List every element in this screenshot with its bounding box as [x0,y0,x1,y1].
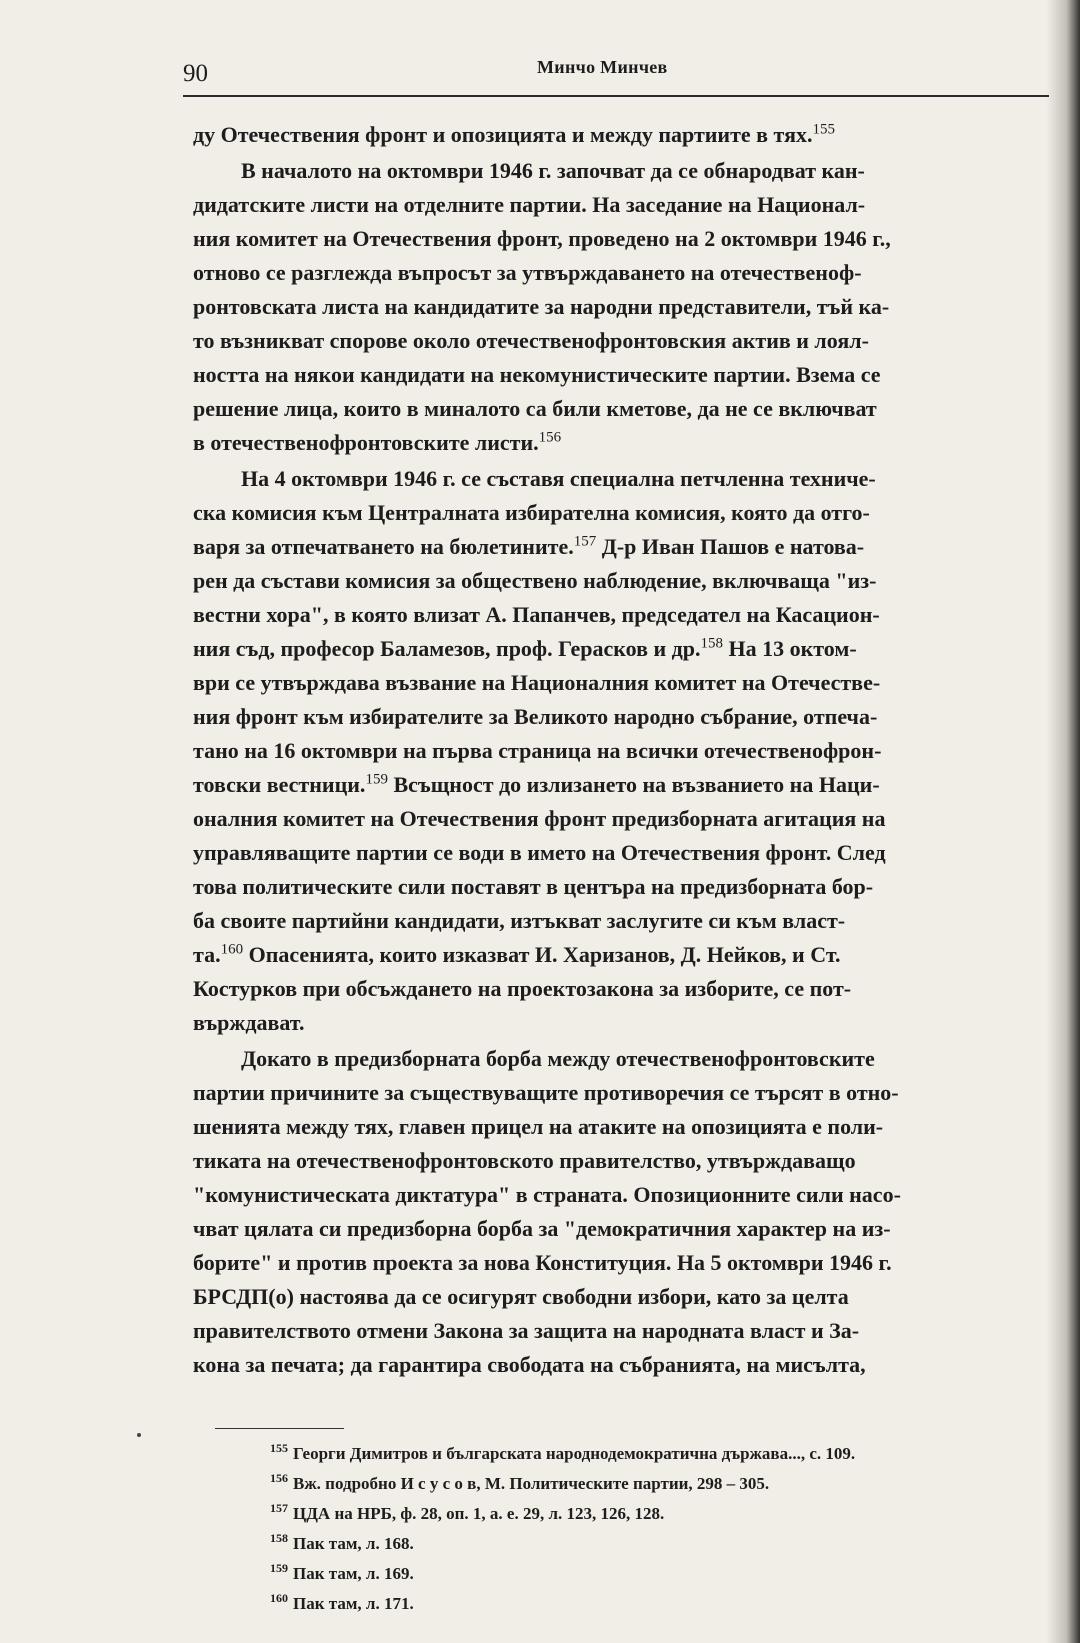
body-line [193,942,1053,968]
page-mark [137,1433,141,1437]
body-line-text: Костурков при обсъждането на проектозакона за изборите, се пот- [193,976,852,1001]
body-line-text: управляващите партии се води в името на Отечествения фронт. След [193,840,886,865]
footnote-number: 160 [270,1591,288,1606]
footnote-text: ЦДА на НРБ, ф. 28, оп. 1, а. е. 29, л. 123, 126, 128. [293,1504,665,1523]
body-line-text: в отечественофронтовските листи. [193,430,539,455]
body-line-text: ду Отечествения фронт и опозицията и между партиите в тях. [193,122,813,147]
body-line [193,1352,1053,1378]
body-line-text: товски вестници. [193,772,366,797]
body-line-text: ния съд, професор Баламезов, проф. Герасков и др. [193,636,701,661]
body-line [193,294,1053,320]
footnote-ref: 157 [573,533,597,550]
footnote-number: 156 [270,1471,288,1486]
binding-shadow [1046,0,1080,1643]
footnote-ref: 155 [812,121,835,138]
body-line-text: партии причините за съществуващите противоречия се търсят в отно- [193,1080,899,1105]
body-line [193,158,1053,184]
body-line [193,362,1053,388]
footnote-ref: 158 [700,635,723,652]
body-line-text: това политическите сили поставят в центъра на предизборната бор- [193,874,874,899]
body-line-text: борите" и против проекта за нова Конституция. На 5 октомври 1946 г. [193,1250,892,1275]
body-line [193,840,1053,866]
body-line [193,670,1053,696]
body-line [193,1010,1053,1036]
body-line-text: ния комитет на Отечествения фронт, проведено на 2 октомври 1946 г., [193,226,891,251]
body-line-text: ври се утвърждава възвание на Националния комитет на Отечестве- [193,670,881,695]
body-line-text: ността на някои кандидати на некомунистическите партии. Взема се [193,362,881,387]
body-line [193,1284,1053,1310]
body-line-text: върждават. [193,1010,305,1035]
body-line [193,466,1053,492]
body-line-text: чват цялата си предизборна борба за "демократичния характер на из- [193,1216,891,1241]
body-line [193,328,1053,354]
header-rule [183,95,1049,97]
body-line [193,500,1053,526]
body-line-text: ронтовската листа на кандидатите за народни представители, тъй ка- [193,294,890,319]
body-line [193,738,1053,764]
body-line-text: правителството отмени Закона за защита на народната власт и За- [193,1318,860,1343]
footnote-text: Пак там, л. 171. [293,1594,414,1613]
body-line-text: тиката на отечественофронтовското правителство, утвърждаващо [193,1148,856,1173]
body-line [193,122,1053,148]
body-line [193,874,1053,900]
body-line-text: отново се разглежда въпросът за утвърждаването на отечественоф- [193,260,862,285]
page-number: 90 [183,60,208,87]
footnote-text: Вж. подробно И с у с о в, М. Политическите партии, 298 – 305. [293,1474,770,1493]
footnote-ref: 160 [220,941,244,958]
body-line [193,1182,1053,1208]
footnote-text: Пак там, л. 169. [293,1564,414,1583]
body-line [193,908,1053,934]
body-line-text: дидатските листи на отделните партии. На заседание на Национал- [193,192,866,217]
footnote-item [270,1563,414,1585]
body-line-text: варя за отпечатването на бюлетините. [193,534,574,559]
body-line-text: На 4 октомври 1946 г. се съставя специална петчленна техниче- [241,466,876,491]
footnote-number: 159 [270,1561,288,1576]
body-line-text: то възникват спорове около отечественофронтовския актив и лоял- [193,328,869,353]
footnote-number: 157 [270,1501,288,1516]
body-line [193,1148,1053,1174]
body-line [193,192,1053,218]
body-line [193,534,1053,560]
body-line [193,806,1053,832]
body-line [193,602,1053,628]
body-line-text: шенията между тях, главен прицел на атаките на опозицията е поли- [193,1114,884,1139]
body-line [193,260,1053,286]
body-line [193,1114,1053,1140]
footnote-item [270,1473,769,1495]
footnote-ref: 159 [365,771,388,788]
body-line-text: рен да състави комисия за обществено наблюдение, включваща "из- [193,568,877,593]
footnote-text: Георги Димитров и българската народнодемократична държава..., с. 109. [293,1444,856,1463]
body-line-text-after: На 13 октом- [723,636,857,661]
page-header [183,54,1049,90]
body-line [193,1216,1053,1242]
footnote-text: Пак там, л. 168. [293,1534,414,1553]
body-line [193,976,1053,1002]
footnote-number: 155 [270,1441,288,1456]
body-line [193,568,1053,594]
footnote-rule [215,1428,344,1429]
body-line [193,1080,1053,1106]
footnote-item [270,1503,664,1525]
body-line [193,1046,1053,1072]
body-line-text: Докато в предизборната борба между отечественофронтовските [241,1046,875,1071]
body-line [193,704,1053,730]
body-line [193,1250,1053,1276]
body-line-text: ния фронт към избирателите за Великото народно събрание, отпеча- [193,704,878,729]
body-line [193,430,1053,456]
footnote-item [270,1443,855,1465]
body-line [193,636,1053,662]
body-line-text: та. [193,942,221,967]
body-line [193,1318,1053,1344]
body-line [193,772,1053,798]
body-line [193,396,1053,422]
running-head: Минчо Минчев [537,57,668,77]
body-line-text: кона за печата; да гарантира свободата на събранията, на мисълта, [193,1352,866,1377]
body-line-text: решение лица, които в миналото са били кметове, да не се включват [193,396,877,421]
footnote-ref: 156 [538,429,562,446]
body-line-text: оналния комитет на Отечествения фронт предизборната агитация на [193,806,886,831]
body-line-text: вестни хора", в която влизат А. Папанчев, председател на Касацион- [193,602,880,627]
body-line-text: тано на 16 октомври на първа страница на всички отечественофрон- [193,738,882,763]
body-line-text: ска комисия към Централната избирателна комисия, която да отго- [193,500,870,525]
body-line-text: "комунистическата диктатура" в страната. Опозиционните сили насо- [193,1182,901,1207]
body-line-text-after: Опасенията, които изказват И. Харизанов, Д. Нейков, и Ст. [243,942,841,967]
body-line-text-after: Всъщност до излизането на възванието на Наци- [387,772,880,797]
footnote-number: 158 [270,1531,288,1546]
body-line [193,226,1053,252]
footnote-item [270,1593,414,1615]
body-line-text-after: Д-р Иван Пашов е натова- [596,534,865,559]
body-line-text: В началото на октомври 1946 г. започват да се обнародват кан- [241,158,865,183]
body-line-text: БРСДП(о) настоява да се осигурят свободни избори, като за целта [193,1284,849,1309]
body-line-text: ба своите партийни кандидати, изтъкват заслугите си към власт- [193,908,846,933]
footnote-item [270,1533,414,1555]
